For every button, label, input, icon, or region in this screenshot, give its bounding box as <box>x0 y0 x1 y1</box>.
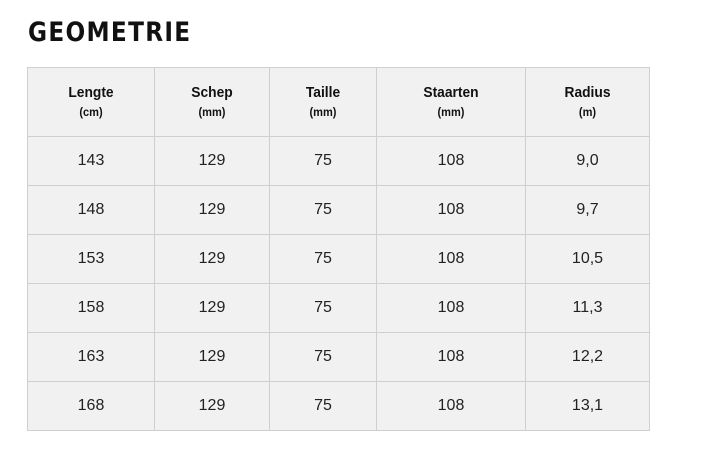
cell-radius: 9,7 <box>526 186 650 235</box>
cell-taille: 75 <box>270 186 377 235</box>
header-unit: (cm) <box>79 105 103 119</box>
cell-taille: 75 <box>270 333 377 382</box>
header-unit: (mm) <box>198 105 226 119</box>
page-title: GEOMETRIE <box>28 17 192 48</box>
header-unit: (m) <box>578 105 597 119</box>
table-row <box>28 382 650 431</box>
cell-staarten: 108 <box>377 137 526 186</box>
cell-radius: 11,3 <box>526 284 650 333</box>
header-taille <box>270 68 377 137</box>
cell-staarten: 108 <box>377 333 526 382</box>
header-lengte <box>28 68 155 137</box>
cell-taille: 75 <box>270 284 377 333</box>
cell-taille: 75 <box>270 137 377 186</box>
header-label: Staarten <box>423 84 479 101</box>
cell-schep: 129 <box>155 186 270 235</box>
cell-radius: 13,1 <box>526 382 650 431</box>
table-row <box>28 137 650 186</box>
cell-staarten: 108 <box>377 382 526 431</box>
table-header <box>28 68 650 137</box>
header-label: Lengte <box>68 84 114 101</box>
cell-radius: 12,2 <box>526 333 650 382</box>
cell-lengte: 163 <box>28 333 155 382</box>
cell-staarten: 108 <box>377 186 526 235</box>
cell-schep: 129 <box>155 382 270 431</box>
header-schep <box>155 68 270 137</box>
geometry-table <box>27 67 650 431</box>
header-unit: (mm) <box>437 105 465 119</box>
table-body <box>28 137 650 431</box>
cell-taille: 75 <box>270 382 377 431</box>
header-label: Radius <box>564 84 611 101</box>
header-label: Schep <box>191 84 233 101</box>
cell-staarten: 108 <box>377 284 526 333</box>
header-label: Taille <box>305 84 341 101</box>
cell-taille: 75 <box>270 235 377 284</box>
header-staarten <box>377 68 526 137</box>
table-row <box>28 333 650 382</box>
header-row <box>28 68 650 137</box>
cell-lengte: 158 <box>28 284 155 333</box>
cell-radius: 10,5 <box>526 235 650 284</box>
cell-staarten: 108 <box>377 235 526 284</box>
cell-lengte: 168 <box>28 382 155 431</box>
table-row <box>28 186 650 235</box>
cell-schep: 129 <box>155 235 270 284</box>
cell-lengte: 148 <box>28 186 155 235</box>
cell-schep: 129 <box>155 333 270 382</box>
cell-schep: 129 <box>155 284 270 333</box>
header-unit: (mm) <box>309 105 337 119</box>
table-row <box>28 284 650 333</box>
cell-lengte: 143 <box>28 137 155 186</box>
cell-schep: 129 <box>155 137 270 186</box>
cell-radius: 9,0 <box>526 137 650 186</box>
header-radius <box>526 68 650 137</box>
cell-lengte: 153 <box>28 235 155 284</box>
table-row <box>28 235 650 284</box>
